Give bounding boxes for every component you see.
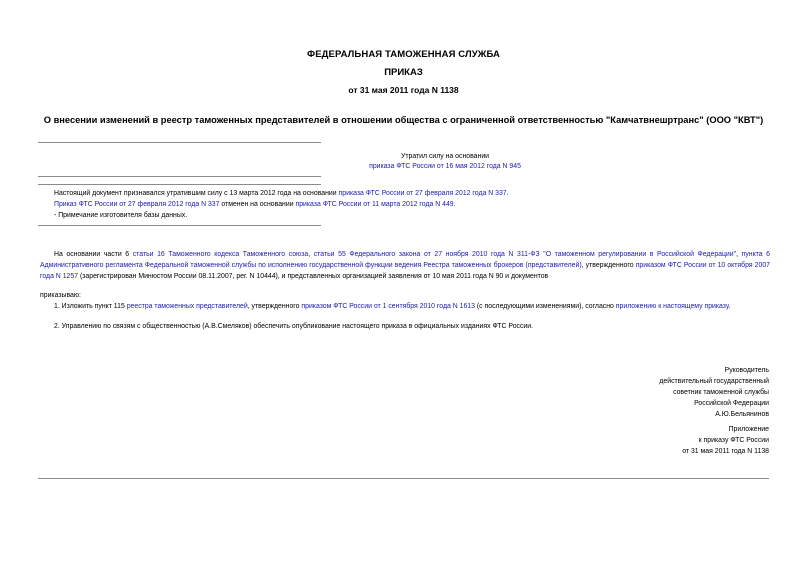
preamble-text: , [308,251,314,258]
order-word: приказываю: [40,292,81,299]
divider [38,176,321,177]
preamble-paragraph [40,249,770,282]
appendix-line: к приказу ФТС России [698,437,769,444]
preamble-text: , [736,251,742,258]
signature-line: действительный государственный [659,378,769,385]
divider [38,142,321,143]
item-link[interactable]: приказом ФТС России от 1 сентября 2010 года N 1613 [301,303,475,310]
agency-heading: ФЕДЕРАЛЬНАЯ ТАМОЖЕННАЯ СЛУЖБА [307,49,500,60]
preamble-text: , утвержденного [581,262,636,269]
preamble-link[interactable]: статьи 55 Федерального закона от 27 ноября 2010 года N 311-ФЗ "О таможенном регулировании в Российской Федерации" [313,251,737,258]
preamble-link[interactable]: приказом ФТС России от 10 октября 2007 года N 1257 [40,262,771,280]
divider [38,225,321,226]
preamble-link[interactable]: статьи 16 Таможенного кодекса Таможенного союза [132,251,309,258]
editor-note-text: . [506,190,509,197]
editor-note-line: - Примечание изготовителя базы данных. [54,212,188,219]
preamble-link[interactable]: пункта 6 Административного регламента Федеральной таможенной службы по исполнению государственной функции ведения Реестра таможенных брокеров (представителей) [40,251,770,269]
editor-note-link[interactable]: приказа ФТС России от 11 марта 2012 года N 449 [295,201,454,208]
doc-date-number: от 31 мая 2011 года N 1138 [348,85,459,95]
appendix-line: от 31 мая 2011 года N 1138 [682,448,769,455]
item-text: (с последующими изменениями), согласно [474,303,616,310]
signature-line: Российской Федерации [694,400,769,407]
signature-line: Руководитель [724,367,769,374]
appendix-block [682,424,769,457]
item-text: . [728,303,731,310]
editor-note-link[interactable]: Приказ ФТС России от 27 февраля 2012 года N 337 [54,201,220,208]
editor-note-text: отменен на основании [219,201,296,208]
item-text: , утвержденного [247,303,302,310]
doc-type-heading: ПРИКАЗ [384,67,423,78]
signature-block [659,365,769,420]
item-link[interactable]: реестра таможенных представителей [126,303,248,310]
status-note-link[interactable]: приказа ФТС России от 16 мая 2012 года N 945 [369,163,521,170]
editor-note-text: . [453,201,456,208]
preamble-text: На основании части 6 [54,251,133,258]
item-link[interactable]: приложению к настоящему приказу [615,303,729,310]
signature-line: советник таможенной службы [673,389,769,396]
status-note-text: Утратил силу на основании [400,153,490,160]
editor-note-line [54,200,456,210]
preamble-text: (зарегистрирован Минюстом России 08.11.2007, рег. N 10444), и представленных организацией заявления от 10 мая 2011 года N 90 и документов [78,273,549,280]
editor-note-text: Настоящий документ признавался утратившим силу с 13 марта 2012 года на основании [54,190,339,197]
editor-note-link[interactable]: приказа ФТС России от 27 февраля 2012 года N 337 [338,190,507,197]
appendix-line: Приложение [728,426,769,433]
bottom-divider [38,478,769,479]
divider [38,184,321,185]
item-text: 1. Изложить пункт 115 [54,303,127,310]
editor-note-line [54,189,509,199]
status-note [300,152,590,172]
order-item-2: 2. Управлению по связям с общественностью (А.В.Смеляков) обеспечить опубликование настоящего приказа в официальных изданиях ФТС России. [54,323,534,330]
signature-line: А.Ю.Бельянинов [715,411,769,418]
order-item-1 [54,302,731,312]
doc-title: О внесении изменений в реестр таможенных представителей в отношении общества с ограниченной ответственностью "Камчатвнешртранс" (ООО "КВТ") [43,115,764,125]
